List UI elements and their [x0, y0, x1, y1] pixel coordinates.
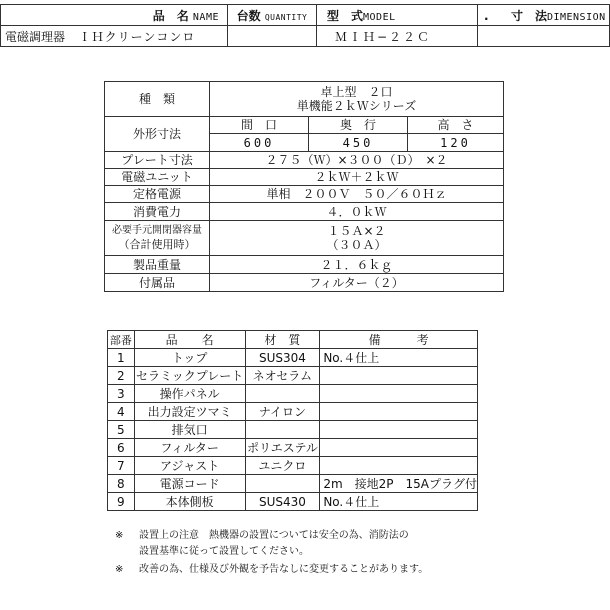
spec-row-dim-header — [105, 117, 504, 134]
parts-no: 1 — [108, 349, 135, 367]
spec-unit-label: 電磁ユニット — [105, 169, 210, 186]
model-value: ＭＩＨ−２２Ｃ — [317, 26, 478, 47]
parts-no: 6 — [108, 439, 135, 457]
spec-height-label: 高 さ — [408, 117, 504, 134]
spec-breaker-label — [105, 221, 210, 256]
spec-row-power — [105, 186, 504, 203]
spec-width-value: 600 — [210, 134, 309, 152]
quantity-value — [228, 26, 317, 47]
parts-header-name: 品 名 — [134, 331, 245, 349]
parts-no: 7 — [108, 457, 135, 475]
parts-name: セラミックプレート — [134, 367, 245, 385]
product-name-label-en: NAME — [192, 11, 219, 23]
parts-material: SUS304 — [245, 349, 320, 367]
parts-material: ポリエステル — [245, 439, 320, 457]
parts-row — [108, 385, 478, 403]
note-line — [115, 528, 409, 544]
product-name-header — [1, 5, 228, 26]
parts-name: フィルター — [134, 439, 245, 457]
dimension-value — [478, 26, 610, 47]
dimension-label-en: DIMENSION — [546, 11, 606, 23]
spec-unit-value: ２ｋＷ＋２ｋＷ — [210, 169, 504, 186]
spec-power-value: 単相 ２００Ｖ ５０／６０Ｈｚ — [210, 186, 504, 203]
spec-row-weight — [105, 256, 504, 274]
parts-row — [108, 457, 478, 475]
parts-no: 4 — [108, 403, 135, 421]
spec-breaker-value-line2: （３０Ａ） — [326, 238, 387, 252]
quantity-label: 台数 — [236, 8, 261, 23]
spec-breaker-value — [210, 221, 504, 256]
spec-type-value — [210, 82, 504, 117]
dimension-label: 寸 法 — [510, 8, 547, 23]
parts-row — [108, 439, 478, 457]
parts-material: ネオセラム — [245, 367, 320, 385]
note-text: 設置基準に従って設置してください。 — [139, 546, 309, 557]
spec-row-plate — [105, 152, 504, 169]
note-line — [115, 544, 309, 560]
spec-weight-value: ２１．６ｋｇ — [210, 256, 504, 274]
parts-no: 2 — [108, 367, 135, 385]
parts-row — [108, 421, 478, 439]
parts-row — [108, 475, 478, 493]
parts-note — [320, 421, 478, 439]
parts-header-row — [108, 331, 478, 349]
parts-row — [108, 403, 478, 421]
quantity-header — [228, 5, 317, 26]
quantity-label-en: QUANTITY — [264, 12, 308, 22]
spec-type-label: 種 類 — [105, 82, 210, 117]
parts-no: 8 — [108, 475, 135, 493]
spec-accessory-label: 付属品 — [105, 274, 210, 292]
parts-header-no: 部番 — [108, 331, 135, 349]
parts-row — [108, 367, 478, 385]
spec-plate-value: ２７５（Ｗ）×３００（Ｄ） ×２ — [210, 152, 504, 169]
parts-note: No.４仕上 — [320, 493, 478, 511]
parts-name: 操作パネル — [134, 385, 245, 403]
spec-table — [104, 81, 504, 292]
parts-name: 本体側板 — [134, 493, 245, 511]
parts-table — [107, 330, 478, 511]
parts-note — [320, 385, 478, 403]
parts-name: 排気口 — [134, 421, 245, 439]
dimension-header — [478, 5, 610, 26]
note-mark: ※ — [115, 530, 124, 541]
parts-row — [108, 493, 478, 511]
spec-type-value-line2: 単機能２ｋＷシリーズ — [296, 99, 417, 113]
note-text: 設置上の注意 熱機器の設置については安全の為、消防法の — [139, 530, 409, 541]
spec-plate-label: プレート寸法 — [105, 152, 210, 169]
spec-type-value-line1: 卓上型 ２口 — [320, 85, 393, 99]
parts-note — [320, 367, 478, 385]
parts-no: 5 — [108, 421, 135, 439]
parts-material — [245, 385, 320, 403]
spec-row-type — [105, 82, 504, 117]
spec-consumption-label: 消費電力 — [105, 203, 210, 221]
parts-material: ナイロン — [245, 403, 320, 421]
parts-material — [245, 475, 320, 493]
spec-depth-label: 奥 行 — [309, 117, 408, 134]
spec-outer-dim-label: 外形寸法 — [105, 117, 210, 152]
model-header — [317, 5, 478, 26]
product-name-label: 品 名 — [152, 8, 189, 23]
spec-breaker-label-line1: 必要手元開閉器容量 — [112, 225, 202, 236]
spec-consumption-value: ４．０ｋＷ — [210, 203, 504, 221]
title-block-table — [0, 4, 610, 47]
product-name: ＩＨクリーンコンロ — [78, 29, 196, 44]
parts-name: アジャスト — [134, 457, 245, 475]
spec-weight-label: 製品重量 — [105, 256, 210, 274]
parts-material: SUS430 — [245, 493, 320, 511]
title-block-value-row — [1, 26, 610, 47]
spec-row-unit — [105, 169, 504, 186]
parts-material — [245, 421, 320, 439]
parts-note: No.４仕上 — [320, 349, 478, 367]
spec-row-consumption — [105, 203, 504, 221]
parts-name: 電源コード — [134, 475, 245, 493]
spec-breaker-label-line2: （合計使用時） — [118, 238, 196, 251]
parts-header-material: 材 質 — [245, 331, 320, 349]
model-label-en: MODEL — [363, 11, 396, 23]
note-text: 改善の為、仕様及び外観を予告なしに変更することがあります。 — [139, 564, 429, 575]
parts-name: トップ — [134, 349, 245, 367]
parts-note: 2m 接地2P 15Aプラグ付 — [320, 475, 478, 493]
dimension-dot: . — [484, 8, 489, 23]
spec-accessory-value: フィルター（２） — [210, 274, 504, 292]
note-mark: ※ — [115, 564, 124, 575]
parts-note — [320, 403, 478, 421]
parts-material: ユニクロ — [245, 457, 320, 475]
parts-name: 出力設定ツマミ — [134, 403, 245, 421]
parts-no: 3 — [108, 385, 135, 403]
parts-row — [108, 349, 478, 367]
note-line — [115, 562, 428, 578]
parts-note — [320, 439, 478, 457]
spec-height-value: 120 — [408, 134, 504, 152]
product-name-cell — [1, 26, 228, 47]
product-category: 電磁調理器 — [5, 29, 66, 44]
spec-width-label: 間 口 — [210, 117, 309, 134]
parts-header-note: 備 考 — [320, 331, 478, 349]
parts-no: 9 — [108, 493, 135, 511]
spec-row-breaker — [105, 221, 504, 256]
title-block-header-row — [1, 5, 610, 26]
spec-power-label: 定格電源 — [105, 186, 210, 203]
parts-note — [320, 457, 478, 475]
model-label: 型 式 — [327, 8, 364, 23]
spec-row-accessory — [105, 274, 504, 292]
spec-depth-value: 450 — [309, 134, 408, 152]
spec-breaker-value-line1: １５Ａ×２ — [327, 224, 386, 238]
